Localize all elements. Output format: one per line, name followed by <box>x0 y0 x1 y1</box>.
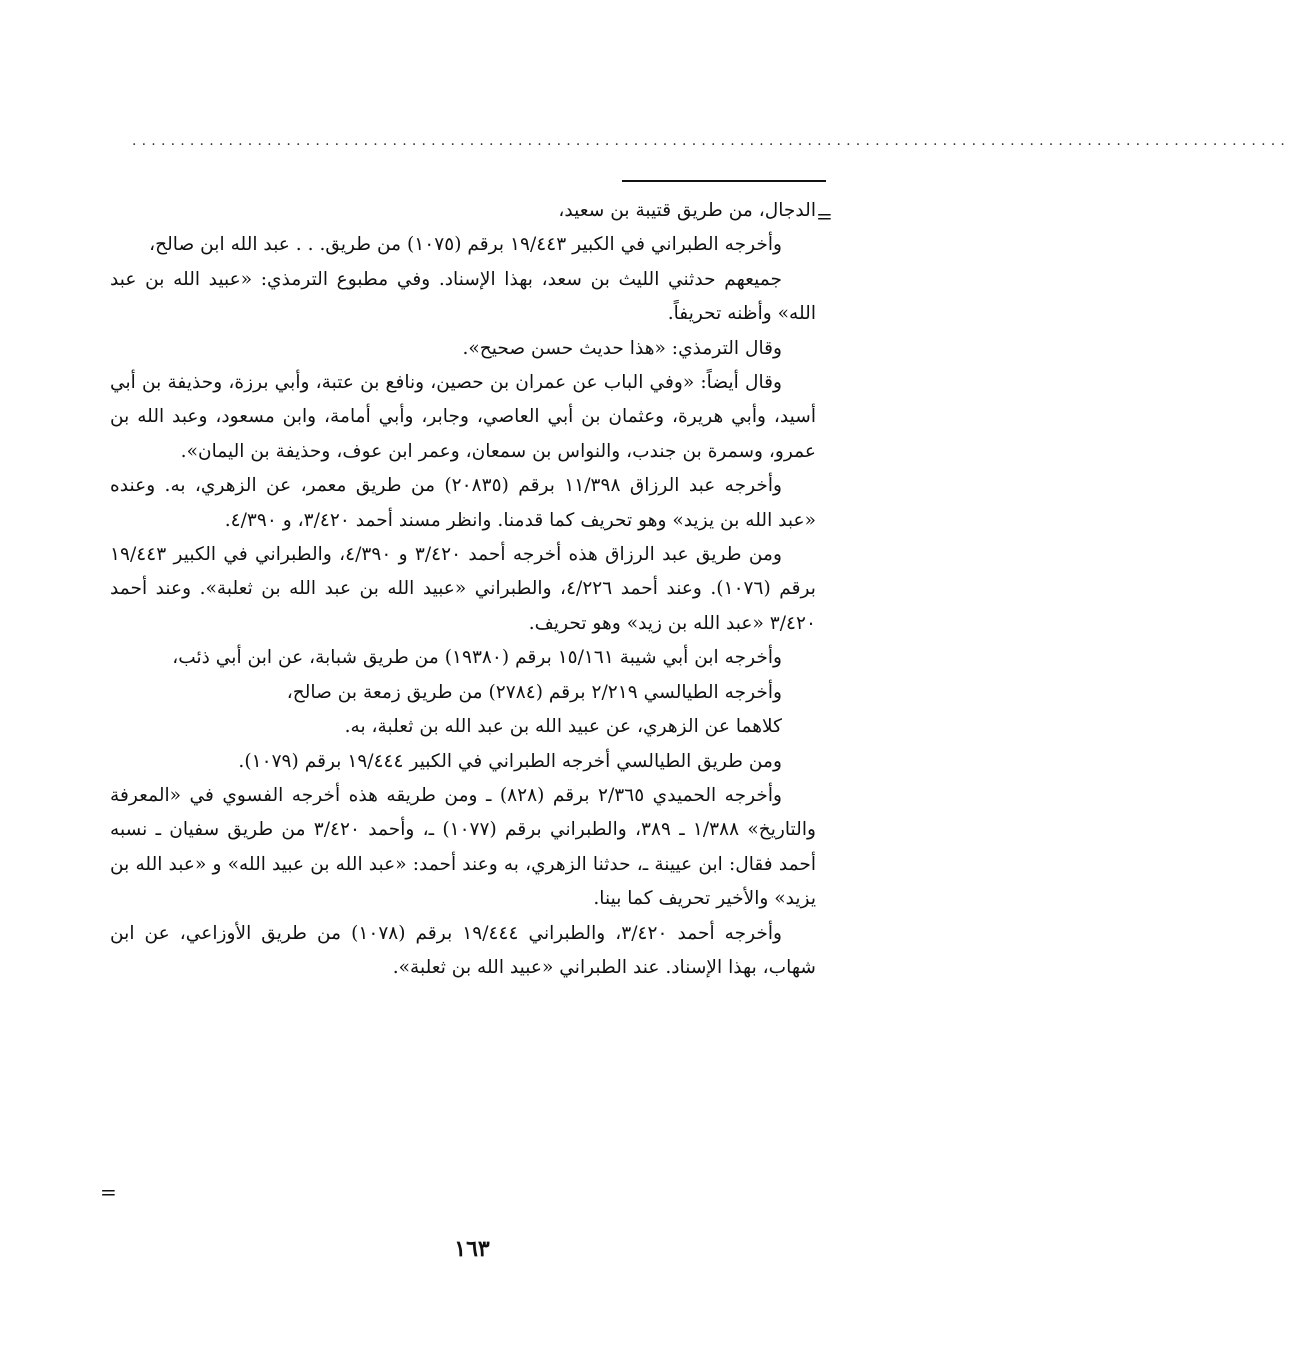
paragraph: كلاهما عن الزهري، عن عبيد الله بن عبد الله بن ثعلبة، به. <box>344 716 782 738</box>
footnote-separator-rule <box>622 180 826 182</box>
paragraph: وقال أيضاً: «وفي الباب عن عمران بن حصين، ونافع بن عتبة، وأبي برزة، وحذيفة بن أبي أسيد، وأبي هريرة، وعثمان بن أبي العاصي، وجابر، وأبي أمامة، وابن مسعود، وعبد الله بن عمرو، وسمرة بن جندب، والنواس بن سمعان، وعمر ابن عوف، وحذيفة بن اليمان». <box>110 372 816 462</box>
paragraph: ومن طريق الطيالسي أخرجه الطبراني في الكبير ١٩/٤٤٤ برقم (١٠٧٩). <box>238 750 782 772</box>
page-number: ١٦٣ <box>454 1236 490 1262</box>
paragraph: وأخرجه الطيالسي ٢/٢١٩ برقم (٢٧٨٤) من طريق زمعة بن صالح، <box>286 681 782 703</box>
paragraph: وأخرجه أحمد ٣/٤٢٠، والطبراني ١٩/٤٤٤ برقم (١٠٧٨) من طريق الأوزاعي، عن ابن شهاب، بهذا الإسناد. عند الطبراني «عبيد الله بن ثعلبة». <box>110 922 816 978</box>
continued-from-mark: = <box>816 204 833 228</box>
paragraph: الدجال، من طريق قتيبة بن سعيد، <box>558 200 816 221</box>
continued-to-mark: = <box>100 1180 117 1204</box>
paragraph: جميعهم حدثني الليث بن سعد، بهذا الإسناد. وفي مطبوع الترمذي: «عبيد الله بن عبد الله» وأظنه تحريفاً. <box>110 268 816 325</box>
paragraph: وأخرجه عبد الرزاق ١١/٣٩٨ برقم (٢٠٨٣٥) من طريق معمر، عن الزهري، به. وعنده «عبد الله بن يزيد» وهو تحريف كما قدمنا. وانظر مسند أحمد ٣/٤٢٠، و ٤/٣٩٠. <box>110 475 816 531</box>
footnote-body <box>110 194 816 985</box>
paragraph: ومن طريق عبد الرزاق هذه أخرجه أحمد ٣/٤٢٠ و ٤/٣٩٠، والطبراني في الكبير ١٩/٤٤٣ برقم (١٠٧٦). وعند أحمد ٤/٢٢٦، والطبراني «عبيد الله بن عبد الله بن ثعلبة». وعند أحمد ٣/٤٢٠ «عبد الله بن زيد» وهو تحريف. <box>110 544 816 634</box>
paragraph: وقال الترمذي: «هذا حديث حسن صحيح». <box>462 337 782 359</box>
paragraph: وأخرجه الطبراني في الكبير ١٩/٤٤٣ برقم (١٠٧٥) من طريق. . . عبد الله ابن صالح، <box>149 234 782 256</box>
header-dotted-line: ........................................................................................................................ <box>132 133 1290 149</box>
paragraph: وأخرجه ابن أبي شيبة ١٥/١٦١ برقم (١٩٣٨٠) من طريق شبابة، عن ابن أبي ذئب، <box>172 647 782 669</box>
paragraph: وأخرجه الحميدي ٢/٣٦٥ برقم (٨٢٨) ـ ومن طريقه هذه أخرجه الفسوي في «المعرفة والتاريخ» ١/٣٨٨ ـ ٣٨٩، والطبراني برقم (١٠٧٧) ـ، وأحمد ٣/٤٢٠ من طريق سفيان ـ نسبه أحمد فقال: ابن عيينة ـ، حدثنا الزهري، به وعند أحمد: «عبد الله بن عبيد الله» و «عبد الله بن يزيد» والأخير تحريف كما بينا. <box>110 784 816 910</box>
